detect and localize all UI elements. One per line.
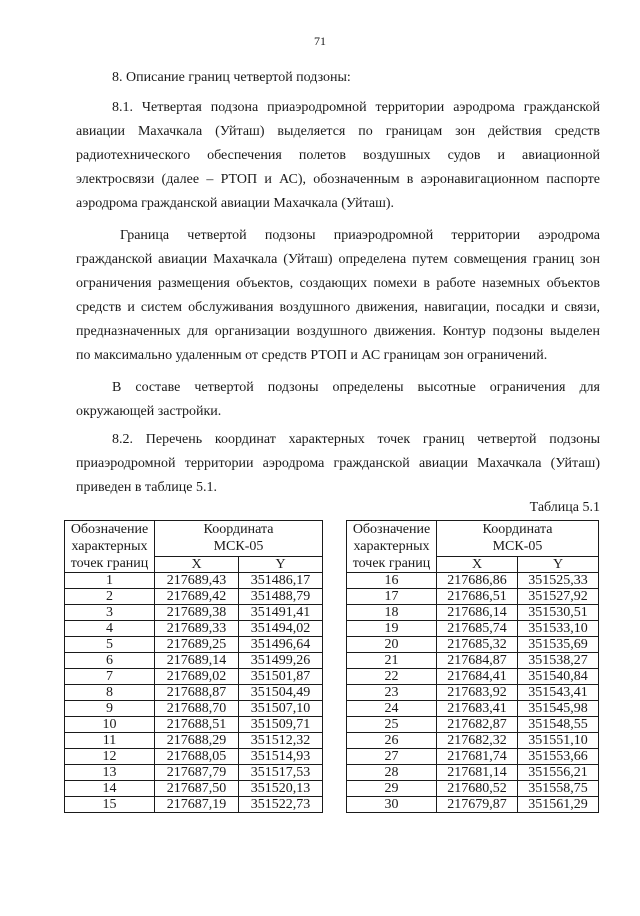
- x-coordinate-cell: 217686,14: [437, 605, 518, 621]
- point-number-cell: 7: [65, 669, 155, 685]
- header-line: характерных: [353, 539, 430, 554]
- x-coordinate-cell: 217688,70: [155, 701, 239, 717]
- point-number-cell: 25: [347, 717, 437, 733]
- point-number-cell: 23: [347, 685, 437, 701]
- y-header: Y: [518, 556, 599, 572]
- table-row: [65, 653, 323, 669]
- table-body-right: [347, 573, 599, 813]
- table-row: [347, 637, 599, 653]
- x-coordinate-cell: 217685,74: [437, 621, 518, 637]
- y-coordinate-cell: 351533,10: [518, 621, 599, 637]
- table-row: [65, 573, 323, 589]
- point-label-header: [347, 521, 437, 573]
- section-heading: 8. Описание границ четвертой подзоны:: [112, 70, 351, 85]
- x-coordinate-cell: 217685,32: [437, 637, 518, 653]
- x-coordinate-cell: 217683,41: [437, 701, 518, 717]
- text-line: авиации Махачкала (Уйташ) выделяется по границам зон действия средств: [76, 124, 600, 139]
- table-row: [347, 765, 599, 781]
- coordinate-header: [155, 521, 323, 557]
- y-coordinate-cell: 351530,51: [518, 605, 599, 621]
- point-number-cell: 29: [347, 781, 437, 797]
- table-row: [347, 749, 599, 765]
- table-row: [347, 653, 599, 669]
- table-row: [65, 669, 323, 685]
- y-coordinate-cell: 351551,10: [518, 733, 599, 749]
- y-coordinate-cell: 351558,75: [518, 781, 599, 797]
- y-coordinate-cell: 351556,21: [518, 765, 599, 781]
- y-coordinate-cell: 351501,87: [239, 669, 323, 685]
- y-coordinate-cell: 351520,13: [239, 781, 323, 797]
- point-number-cell: 22: [347, 669, 437, 685]
- table-row: [65, 589, 323, 605]
- x-coordinate-cell: 217689,25: [155, 637, 239, 653]
- table-row: [347, 669, 599, 685]
- text-line: приведен в таблице 5.1.: [76, 480, 217, 495]
- text-line: 8.1. Четвертая подзона приаэродромной территории аэродрома гражданской: [112, 100, 600, 115]
- table-row: [347, 685, 599, 701]
- y-coordinate-cell: 351514,93: [239, 749, 323, 765]
- x-coordinate-cell: 217686,86: [437, 573, 518, 589]
- table-row: [65, 733, 323, 749]
- point-number-cell: 4: [65, 621, 155, 637]
- x-coordinate-cell: 217684,87: [437, 653, 518, 669]
- x-coordinate-cell: 217688,29: [155, 733, 239, 749]
- y-coordinate-cell: 351486,17: [239, 573, 323, 589]
- table-row: [347, 573, 599, 589]
- y-coordinate-cell: 351527,92: [518, 589, 599, 605]
- table-row: [65, 637, 323, 653]
- paragraph-8-2: [76, 428, 600, 500]
- table-row: [65, 749, 323, 765]
- point-number-cell: 19: [347, 621, 437, 637]
- x-coordinate-cell: 217688,87: [155, 685, 239, 701]
- text-line: средств и систем обслуживания воздушного движения, навигации, посадки и связи,: [76, 300, 600, 315]
- paragraph-height-restrictions: [76, 376, 600, 424]
- table-row: [65, 797, 323, 813]
- table-row: [347, 621, 599, 637]
- point-number-cell: 6: [65, 653, 155, 669]
- y-coordinate-cell: 351545,98: [518, 701, 599, 717]
- y-coordinate-cell: 351522,73: [239, 797, 323, 813]
- point-number-cell: 3: [65, 605, 155, 621]
- x-coordinate-cell: 217689,38: [155, 605, 239, 621]
- coordinate-header: [437, 521, 599, 557]
- y-coordinate-cell: 351548,55: [518, 717, 599, 733]
- text-line: 8.2. Перечень координат характерных точек границ четвертой подзоны: [112, 432, 600, 447]
- point-number-cell: 2: [65, 589, 155, 605]
- x-coordinate-cell: 217689,14: [155, 653, 239, 669]
- table-caption: Таблица 5.1: [529, 500, 600, 515]
- x-header: X: [155, 556, 239, 572]
- paragraph-border: [76, 224, 600, 368]
- x-coordinate-cell: 217681,74: [437, 749, 518, 765]
- text-line: Граница четвертой подзоны приаэродромной территории аэродрома: [120, 228, 600, 243]
- table-row: [347, 733, 599, 749]
- x-coordinate-cell: 217686,51: [437, 589, 518, 605]
- x-coordinate-cell: 217687,50: [155, 781, 239, 797]
- text-line: радиотехнического обеспечения полетов воздушных судов и авиационной: [76, 148, 600, 163]
- y-coordinate-cell: 351504,49: [239, 685, 323, 701]
- point-number-cell: 1: [65, 573, 155, 589]
- header-line: Обозначение: [352, 522, 431, 537]
- y-header: Y: [239, 556, 323, 572]
- point-number-cell: 21: [347, 653, 437, 669]
- y-coordinate-cell: 351509,71: [239, 717, 323, 733]
- header-line: характерных: [71, 539, 148, 554]
- x-coordinate-cell: 217689,43: [155, 573, 239, 589]
- point-number-cell: 5: [65, 637, 155, 653]
- y-coordinate-cell: 351499,26: [239, 653, 323, 669]
- point-number-cell: 27: [347, 749, 437, 765]
- table-row: [65, 605, 323, 621]
- y-coordinate-cell: 351491,41: [239, 605, 323, 621]
- table-row: [347, 717, 599, 733]
- point-number-cell: 8: [65, 685, 155, 701]
- x-coordinate-cell: 217688,51: [155, 717, 239, 733]
- table-body-left: [65, 573, 323, 813]
- coordinates-table-right: [346, 520, 599, 813]
- point-number-cell: 20: [347, 637, 437, 653]
- y-coordinate-cell: 351507,10: [239, 701, 323, 717]
- text-line: ограничения размещения объектов, создающих помехи в работе наземных объектов: [76, 276, 600, 291]
- point-label-header: [65, 521, 155, 573]
- x-coordinate-cell: 217683,92: [437, 685, 518, 701]
- header-line: Обозначение: [70, 522, 149, 537]
- point-number-cell: 24: [347, 701, 437, 717]
- text-line: аэродрома гражданской авиации Махачкала (Уйташ).: [76, 196, 395, 211]
- y-coordinate-cell: 351553,66: [518, 749, 599, 765]
- text-line: окружающей застройки.: [76, 404, 222, 419]
- x-coordinate-cell: 217687,19: [155, 797, 239, 813]
- point-number-cell: 12: [65, 749, 155, 765]
- page-number: 71: [314, 34, 326, 48]
- table-row: [65, 685, 323, 701]
- point-number-cell: 26: [347, 733, 437, 749]
- point-number-cell: 14: [65, 781, 155, 797]
- y-coordinate-cell: 351525,33: [518, 573, 599, 589]
- header-line: МСК-05: [492, 539, 543, 555]
- x-coordinate-cell: 217688,05: [155, 749, 239, 765]
- y-coordinate-cell: 351561,29: [518, 797, 599, 813]
- table-row: [65, 621, 323, 637]
- point-number-cell: 30: [347, 797, 437, 813]
- header-line: Координата: [482, 522, 553, 538]
- text-line: гражданской авиации Махачкала (Уйташ) определена путем совмещения границ зон: [76, 252, 600, 267]
- x-coordinate-cell: 217680,52: [437, 781, 518, 797]
- y-coordinate-cell: 351512,32: [239, 733, 323, 749]
- x-coordinate-cell: 217679,87: [437, 797, 518, 813]
- x-coordinate-cell: 217689,33: [155, 621, 239, 637]
- point-number-cell: 11: [65, 733, 155, 749]
- text-line: В составе четвертой подзоны определены высотные ограничения для: [112, 380, 600, 395]
- x-coordinate-cell: 217687,79: [155, 765, 239, 781]
- x-coordinate-cell: 217689,02: [155, 669, 239, 685]
- point-number-cell: 9: [65, 701, 155, 717]
- table-row: [347, 781, 599, 797]
- point-number-cell: 10: [65, 717, 155, 733]
- point-number-cell: 15: [65, 797, 155, 813]
- x-header: X: [437, 556, 518, 572]
- y-coordinate-cell: 351540,84: [518, 669, 599, 685]
- table-row: [347, 797, 599, 813]
- point-number-cell: 18: [347, 605, 437, 621]
- y-coordinate-cell: 351494,02: [239, 621, 323, 637]
- x-coordinate-cell: 217682,32: [437, 733, 518, 749]
- table-row: [65, 701, 323, 717]
- point-number-cell: 17: [347, 589, 437, 605]
- y-coordinate-cell: 351488,79: [239, 589, 323, 605]
- header-line: точек границ: [352, 556, 431, 571]
- text-line: приаэродромной территории аэродрома гражданской авиации Махачкала (Уйташ): [76, 456, 600, 471]
- point-number-cell: 28: [347, 765, 437, 781]
- y-coordinate-cell: 351535,69: [518, 637, 599, 653]
- x-coordinate-cell: 217681,14: [437, 765, 518, 781]
- table-row: [347, 605, 599, 621]
- x-coordinate-cell: 217684,41: [437, 669, 518, 685]
- text-line: электросвязи (далее – РТОП и АС), обозначенным в аэронавигационном паспорте: [76, 172, 600, 187]
- y-coordinate-cell: 351538,27: [518, 653, 599, 669]
- x-coordinate-cell: 217689,42: [155, 589, 239, 605]
- table-row: [65, 781, 323, 797]
- point-number-cell: 16: [347, 573, 437, 589]
- text-line: предназначенных для организации воздушного движения. Контур подзоны выделен: [76, 324, 600, 339]
- text-line: по максимально удаленным от средств РТОП и АС границам зон ограничений.: [76, 348, 548, 363]
- x-coordinate-cell: 217682,87: [437, 717, 518, 733]
- coordinates-table-left: [64, 520, 323, 813]
- header-line: Координата: [203, 522, 274, 538]
- table-row: [65, 765, 323, 781]
- y-coordinate-cell: 351517,53: [239, 765, 323, 781]
- y-coordinate-cell: 351543,41: [518, 685, 599, 701]
- paragraph-8-1: [76, 96, 600, 216]
- header-line: точек границ: [70, 556, 149, 571]
- table-row: [65, 717, 323, 733]
- point-number-cell: 13: [65, 765, 155, 781]
- table-row: [347, 589, 599, 605]
- y-coordinate-cell: 351496,64: [239, 637, 323, 653]
- table-row: [347, 701, 599, 717]
- header-line: МСК-05: [213, 539, 264, 555]
